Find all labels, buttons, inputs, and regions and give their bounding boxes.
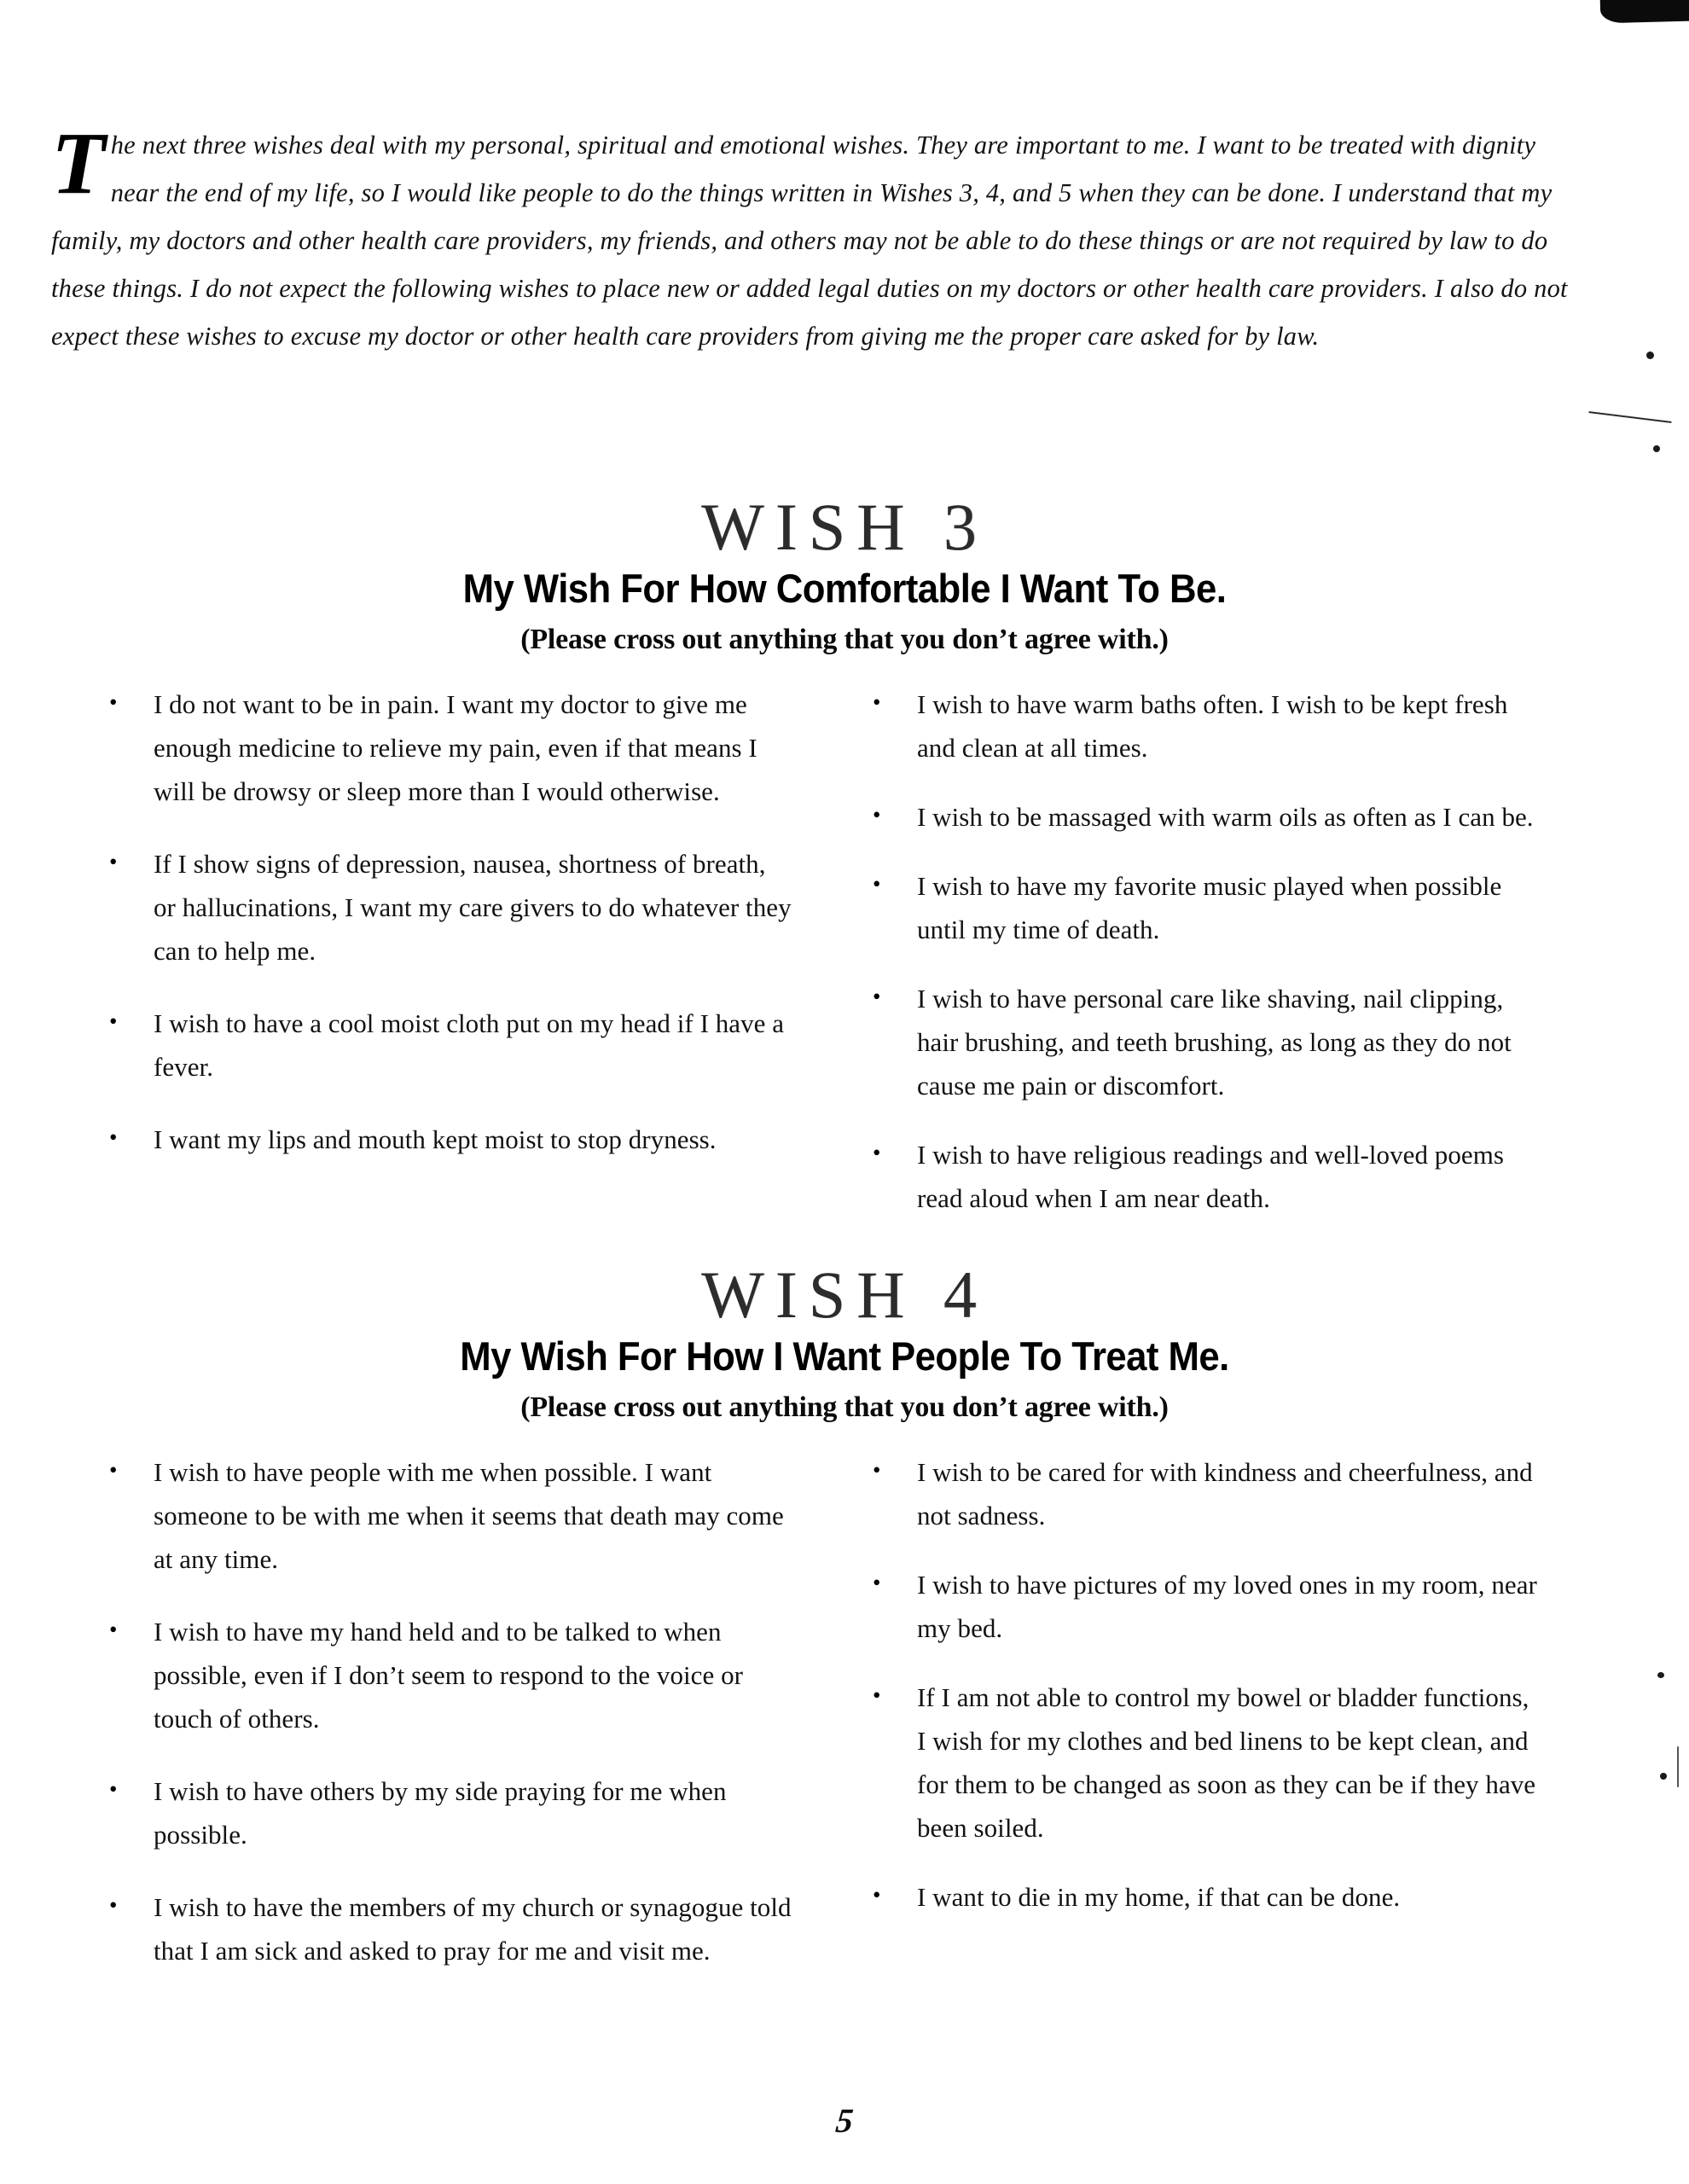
list-item[interactable]: • I wish to have a cool moist cloth put on my head if I have a fever. bbox=[102, 1002, 793, 1089]
list-item[interactable]: • I wish to have pictures of my loved ones in my room, near my bed. bbox=[866, 1563, 1540, 1650]
scan-speck-icon bbox=[1653, 445, 1660, 452]
list-item[interactable]: • I wish to have warm baths often. I wish to be kept fresh and clean at all times. bbox=[866, 682, 1540, 770]
intro-paragraph bbox=[51, 114, 1578, 360]
wish4-right-column bbox=[866, 1450, 1540, 1944]
wish3-left-list bbox=[102, 682, 793, 1161]
list-item[interactable]: • I want to die in my home, if that can be done. bbox=[866, 1875, 1540, 1919]
wish4-title: My Wish For How I Want People To Treat Me. bbox=[460, 1333, 1229, 1379]
scan-streak-icon bbox=[1588, 411, 1672, 423]
wish4-subtitle: (Please cross out anything that you don’t agree with.) bbox=[520, 1391, 1169, 1423]
list-item[interactable]: • If I show signs of depression, nausea, shortness of breath, or hallucinations, I want my care givers to do whatever they can to help me. bbox=[102, 842, 793, 973]
page-number: 5 bbox=[833, 2101, 856, 2140]
wish4-left-list bbox=[102, 1450, 793, 1972]
list-item[interactable]: • I wish to have my hand held and to be talked to when possible, even if I don’t seem to respond to the voice or touch of others. bbox=[102, 1610, 793, 1740]
wish3-number: WISH 3 bbox=[701, 490, 988, 564]
list-item[interactable]: • I wish to have personal care like shaving, nail clipping, hair brushing, and teeth brushing, as long as they do not cause me pain or discomfort. bbox=[866, 977, 1540, 1107]
list-item[interactable]: • I wish to be massaged with warm oils as often as I can be. bbox=[866, 795, 1540, 839]
list-item[interactable]: • I wish to have others by my side praying for me when possible. bbox=[102, 1769, 793, 1856]
wish3-heading-block bbox=[0, 491, 1689, 659]
wish4-columns bbox=[0, 1450, 1689, 2048]
intro-text: he next three wishes deal with my personal, spiritual and emotional wishes. They are important to me. I want to be treated with dignity near the end of my life, so I would like people to do the things written in Wishes 3, 4, and 5 when they can be done. I understand that my family, my doctors and other health care providers, my friends, and others may not be able to do these things or are not required by law to do these things. I do not expect the following wishes to place new or added legal duties on my doctors or other health care providers. I also do not expect these wishes to excuse my doctor or other health care providers from giving me the proper care asked for by law. bbox=[51, 131, 1568, 351]
list-item[interactable]: • I want my lips and mouth kept moist to stop dryness. bbox=[102, 1118, 793, 1161]
list-item[interactable]: • I wish to have people with me when possible. I want someone to be with me when it seems that death may come at any time. bbox=[102, 1450, 793, 1581]
wish4-heading-block bbox=[0, 1259, 1689, 1426]
scan-corner-smudge-icon bbox=[1600, 0, 1689, 23]
wish4-left-column bbox=[102, 1450, 793, 2001]
scan-speck-icon bbox=[1646, 351, 1654, 359]
list-item[interactable]: • I do not want to be in pain. I want my doctor to give me enough medicine to relieve my pain, even if that means I will be drowsy or sleep more than I would otherwise. bbox=[102, 682, 793, 813]
list-item[interactable]: • I wish to have religious readings and well-loved poems read aloud when I am near death. bbox=[866, 1133, 1540, 1220]
list-item[interactable]: • If I am not able to control my bowel or bladder functions, I wish for my clothes and bed linens to be kept clean, and for them to be changed as soon as they can be if they have been soiled. bbox=[866, 1676, 1540, 1850]
list-item[interactable]: • I wish to have the members of my church or synagogue told that I am sick and asked to pray for me and visit me. bbox=[102, 1885, 793, 1972]
intro-dropcap: T bbox=[51, 114, 106, 212]
wish3-subtitle: (Please cross out anything that you don’t agree with.) bbox=[520, 624, 1169, 655]
wish3-title: My Wish For How Comfortable I Want To Be. bbox=[462, 566, 1227, 611]
list-item[interactable]: • I wish to be cared for with kindness and cheerfulness, and not sadness. bbox=[866, 1450, 1540, 1537]
list-item[interactable]: • I wish to have my favorite music played when possible until my time of death. bbox=[866, 864, 1540, 951]
wish3-columns bbox=[0, 682, 1689, 1237]
wish3-right-list bbox=[866, 682, 1540, 1220]
wish3-left-column bbox=[102, 682, 793, 1190]
wish4-right-list bbox=[866, 1450, 1540, 1919]
wish3-right-column bbox=[866, 682, 1540, 1246]
wish4-number: WISH 4 bbox=[701, 1258, 988, 1332]
